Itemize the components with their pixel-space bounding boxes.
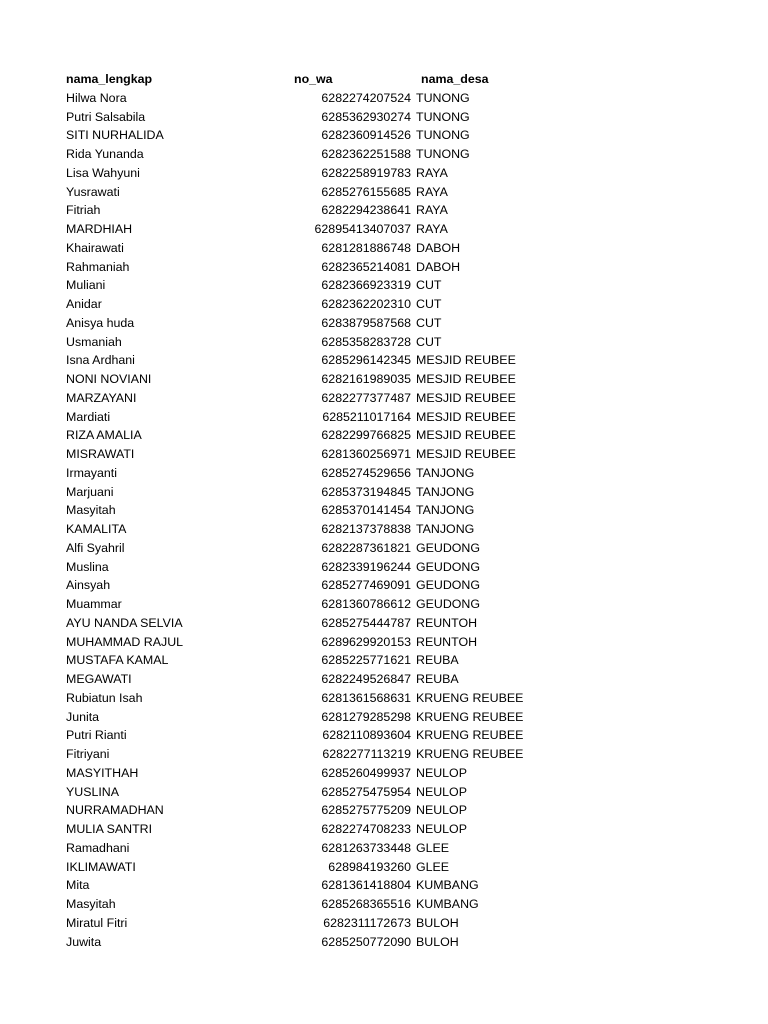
cell-no-wa: 6283879587568 — [321, 315, 411, 330]
cell-nama-lengkap: Ramadhani — [66, 840, 130, 855]
table-row — [66, 670, 626, 689]
cell-no-wa: 6281281886748 — [321, 240, 411, 255]
table-row — [66, 258, 626, 277]
cell-nama-lengkap: AYU NANDA SELVIA — [66, 615, 183, 630]
cell-nama-lengkap: MARDHIAH — [66, 222, 133, 236]
cell-no-wa: 6285296142345 — [321, 353, 411, 368]
cell-no-wa: 6282339196244 — [321, 559, 411, 574]
cell-nama-desa: GEUDONG — [416, 597, 481, 611]
header-nama-desa: nama_desa — [421, 72, 489, 86]
cell-nama-lengkap: Irmayanti — [66, 465, 117, 480]
cell-nama-lengkap: Marjuani — [66, 484, 114, 499]
table-row — [66, 839, 626, 858]
cell-nama-lengkap: Muliani — [66, 278, 106, 293]
cell-nama-lengkap: IKLIMAWATI — [66, 859, 136, 874]
cell-no-wa: 6282366923319 — [321, 278, 411, 293]
cell-nama-desa: KRUENG REUBEE — [416, 709, 524, 724]
table-row — [66, 558, 626, 577]
table-row — [66, 764, 626, 783]
table-row — [66, 801, 626, 820]
cell-no-wa: 6281279285298 — [321, 709, 411, 724]
table-row — [66, 333, 626, 352]
cell-nama-desa: NEULOP — [416, 765, 467, 780]
cell-nama-lengkap: MULIA SANTRI — [66, 822, 153, 836]
cell-nama-lengkap: Masyitah — [66, 897, 116, 911]
table-row — [66, 389, 626, 408]
cell-no-wa: 6285225771621 — [321, 653, 411, 668]
table-row — [66, 314, 626, 333]
cell-nama-lengkap: Alfi Syahril — [66, 540, 125, 555]
cell-nama-desa: GLEE — [416, 859, 450, 874]
cell-nama-desa: KRUENG REUBEE — [416, 690, 524, 705]
cell-nama-desa: TUNONG — [416, 90, 470, 105]
table-row — [66, 183, 626, 202]
cell-nama-lengkap: Muammar — [66, 597, 122, 611]
cell-no-wa: 6285211017164 — [322, 409, 411, 424]
cell-nama-desa: MESJID REUBEE — [416, 447, 516, 461]
cell-nama-lengkap: Anidar — [66, 297, 102, 311]
cell-nama-lengkap: Juwita — [66, 934, 102, 949]
table-row — [66, 239, 626, 258]
cell-nama-lengkap: RIZA AMALIA — [66, 428, 142, 443]
spreadsheet-table — [66, 70, 626, 951]
cell-nama-lengkap: KAMALITA — [66, 522, 127, 536]
table-row — [66, 858, 626, 877]
cell-no-wa: 6282360914526 — [321, 128, 411, 143]
cell-nama-lengkap: Putri Rianti — [66, 728, 127, 743]
cell-no-wa: 6285277469091 — [321, 578, 411, 593]
cell-no-wa: 6282299766825 — [321, 428, 411, 443]
cell-no-wa: 6282362202310 — [321, 297, 411, 311]
cell-nama-lengkap: Yusrawati — [66, 184, 120, 199]
table-row — [66, 689, 626, 708]
cell-nama-lengkap: Rahmaniah — [66, 259, 130, 274]
cell-nama-lengkap: NURRAMADHAN — [66, 803, 164, 818]
cell-nama-lengkap: Hilwa Nora — [66, 90, 127, 105]
cell-nama-lengkap: Ainsyah — [66, 578, 111, 593]
cell-nama-desa: GEUDONG — [416, 540, 481, 555]
cell-no-wa: 6282311172673 — [323, 915, 411, 930]
cell-nama-desa: KRUENG REUBEE — [416, 747, 524, 761]
cell-nama-lengkap: Khairawati — [66, 240, 124, 255]
cell-no-wa: 6281361418804 — [321, 878, 411, 893]
table-row — [66, 708, 626, 727]
table-header-row — [66, 70, 626, 89]
cell-nama-desa: GLEE — [416, 840, 450, 855]
cell-no-wa: 6282274708233 — [321, 822, 411, 836]
cell-nama-desa: KRUENG REUBEE — [416, 728, 524, 743]
table-row — [66, 445, 626, 464]
cell-no-wa: 6282294238641 — [321, 203, 411, 218]
table-row — [66, 89, 626, 108]
cell-no-wa: 6285370141454 — [321, 503, 411, 518]
cell-no-wa: 6285250772090 — [321, 934, 411, 949]
cell-nama-lengkap: MUSTAFA KAMAL — [66, 653, 169, 668]
cell-nama-lengkap: Rida Yunanda — [66, 147, 144, 161]
cell-no-wa: 6285276155685 — [321, 184, 411, 199]
table-row — [66, 595, 626, 614]
cell-no-wa: 6282249526847 — [321, 672, 411, 686]
cell-no-wa: 6285275444787 — [321, 615, 411, 630]
table-row — [66, 933, 626, 952]
cell-nama-lengkap: Junita — [66, 709, 100, 724]
cell-nama-desa: BULOH — [416, 915, 459, 930]
table-row — [66, 501, 626, 520]
cell-nama-lengkap: MISRAWATI — [66, 447, 135, 461]
cell-nama-lengkap: Isna Ardhani — [66, 353, 135, 368]
cell-nama-desa: RAYA — [416, 184, 448, 199]
table-row — [66, 276, 626, 295]
table-row — [66, 651, 626, 670]
cell-nama-lengkap: NONI NOVIANI — [66, 372, 152, 386]
table-row — [66, 576, 626, 595]
cell-nama-lengkap: SITI NURHALIDA — [66, 128, 164, 143]
cell-no-wa: 6285275775209 — [321, 803, 411, 818]
table-row — [66, 539, 626, 558]
cell-no-wa: 6281361568631 — [321, 690, 411, 705]
cell-nama-lengkap: Masyitah — [66, 503, 116, 518]
cell-nama-desa: MESJID REUBEE — [416, 390, 516, 405]
cell-no-wa: 6281360786612 — [321, 597, 411, 611]
table-row — [66, 820, 626, 839]
cell-nama-lengkap: Putri Salsabila — [66, 109, 146, 124]
cell-nama-desa: REUNTOH — [416, 615, 478, 630]
cell-nama-desa: REUBA — [416, 653, 459, 668]
cell-nama-desa: TUNONG — [416, 128, 470, 143]
cell-nama-lengkap: MASYITHAH — [66, 765, 139, 780]
cell-no-wa: 6282137378838 — [321, 522, 411, 536]
cell-no-wa: 6285373194845 — [321, 484, 411, 499]
cell-nama-desa: DABOH — [416, 259, 461, 274]
cell-no-wa: 6282362251588 — [321, 147, 411, 161]
cell-nama-desa: NEULOP — [416, 822, 467, 836]
cell-nama-desa: CUT — [416, 315, 442, 330]
cell-nama-desa: RAYA — [416, 203, 448, 218]
cell-nama-desa: KUMBANG — [416, 878, 479, 893]
cell-nama-lengkap: YUSLINA — [66, 784, 120, 799]
cell-nama-lengkap: MARZAYANI — [66, 390, 137, 405]
cell-no-wa: 6282277113219 — [322, 747, 411, 761]
cell-nama-desa: GEUDONG — [416, 559, 481, 574]
table-row — [66, 408, 626, 427]
cell-no-wa: 6285362930274 — [321, 109, 411, 124]
header-nama-lengkap: nama_lengkap — [66, 72, 153, 86]
cell-nama-lengkap: Fitriah — [66, 203, 101, 218]
cell-nama-lengkap: Rubiatun Isah — [66, 690, 143, 705]
cell-no-wa: 6285268365516 — [321, 897, 411, 911]
cell-nama-lengkap: Lisa Wahyuni — [66, 165, 140, 180]
table-row — [66, 370, 626, 389]
cell-no-wa: 6282110893604 — [322, 728, 411, 743]
cell-no-wa: 6285274529656 — [321, 465, 411, 480]
header-no-wa: no_wa — [294, 72, 333, 86]
cell-nama-desa: REUNTOH — [416, 634, 478, 649]
cell-nama-lengkap: Muslina — [66, 559, 109, 574]
cell-nama-desa: MESJID REUBEE — [416, 372, 516, 386]
cell-no-wa: 6282277377487 — [321, 390, 411, 405]
table-row — [66, 895, 626, 914]
table-row — [66, 201, 626, 220]
cell-nama-lengkap: Mardiati — [66, 409, 111, 424]
table-row — [66, 126, 626, 145]
cell-no-wa: 6282365214081 — [321, 259, 411, 274]
cell-nama-lengkap: Anisya huda — [66, 315, 135, 330]
table-row — [66, 295, 626, 314]
cell-nama-desa: CUT — [416, 297, 442, 311]
table-row — [66, 745, 626, 764]
cell-no-wa: 6282287361821 — [321, 540, 411, 555]
cell-nama-desa: REUBA — [416, 672, 459, 686]
table-row — [66, 108, 626, 127]
cell-no-wa: 6285358283728 — [321, 334, 411, 349]
cell-nama-desa: RAYA — [416, 222, 448, 236]
table-row — [66, 464, 626, 483]
table-row — [66, 914, 626, 933]
cell-nama-lengkap: Miratul Fitri — [66, 915, 128, 930]
cell-nama-desa: TANJONG — [416, 465, 475, 480]
cell-nama-desa: MESJID REUBEE — [416, 428, 516, 443]
cell-nama-desa: TUNONG — [416, 109, 470, 124]
cell-nama-desa: RAYA — [416, 165, 448, 180]
cell-no-wa: 6285260499937 — [321, 765, 411, 780]
cell-nama-desa: TANJONG — [416, 522, 475, 536]
cell-no-wa: 6281263733448 — [321, 840, 411, 855]
cell-no-wa: 628984193260 — [328, 859, 411, 874]
cell-nama-desa: KUMBANG — [416, 897, 479, 911]
cell-no-wa: 6282274207524 — [321, 90, 411, 105]
cell-nama-desa: MESJID REUBEE — [416, 353, 516, 368]
cell-nama-desa: DABOH — [416, 240, 461, 255]
table-row — [66, 220, 626, 239]
table-row — [66, 783, 626, 802]
table-body — [66, 89, 626, 952]
table-row — [66, 520, 626, 539]
cell-nama-desa: NEULOP — [416, 784, 467, 799]
cell-nama-lengkap: Fitriyani — [66, 747, 110, 761]
cell-nama-desa: TUNONG — [416, 147, 470, 161]
cell-nama-desa: MESJID REUBEE — [416, 409, 516, 424]
cell-nama-desa: GEUDONG — [416, 578, 481, 593]
cell-no-wa: 6289629920153 — [321, 634, 411, 649]
cell-no-wa: 6282258919783 — [321, 165, 411, 180]
cell-nama-desa: TANJONG — [416, 484, 475, 499]
table-row — [66, 351, 626, 370]
cell-nama-desa: CUT — [416, 278, 442, 293]
table-row — [66, 614, 626, 633]
table-row — [66, 426, 626, 445]
cell-no-wa: 6281360256971 — [321, 447, 411, 461]
cell-nama-lengkap: Mita — [66, 878, 90, 893]
table-row — [66, 726, 626, 745]
cell-nama-lengkap: MUHAMMAD RAJUL — [66, 634, 184, 649]
table-row — [66, 164, 626, 183]
cell-no-wa: 62895413407037 — [314, 222, 411, 236]
table-row — [66, 145, 626, 164]
cell-no-wa: 6282161989035 — [321, 372, 411, 386]
cell-nama-lengkap: Usmaniah — [66, 334, 122, 349]
cell-nama-lengkap: MEGAWATI — [66, 672, 132, 686]
table-row — [66, 876, 626, 895]
table-row — [66, 483, 626, 502]
cell-nama-desa: NEULOP — [416, 803, 467, 818]
table-row — [66, 633, 626, 652]
cell-nama-desa: BULOH — [416, 934, 459, 949]
cell-nama-desa: TANJONG — [416, 503, 475, 518]
cell-no-wa: 6285275475954 — [321, 784, 411, 799]
cell-nama-desa: CUT — [416, 334, 442, 349]
